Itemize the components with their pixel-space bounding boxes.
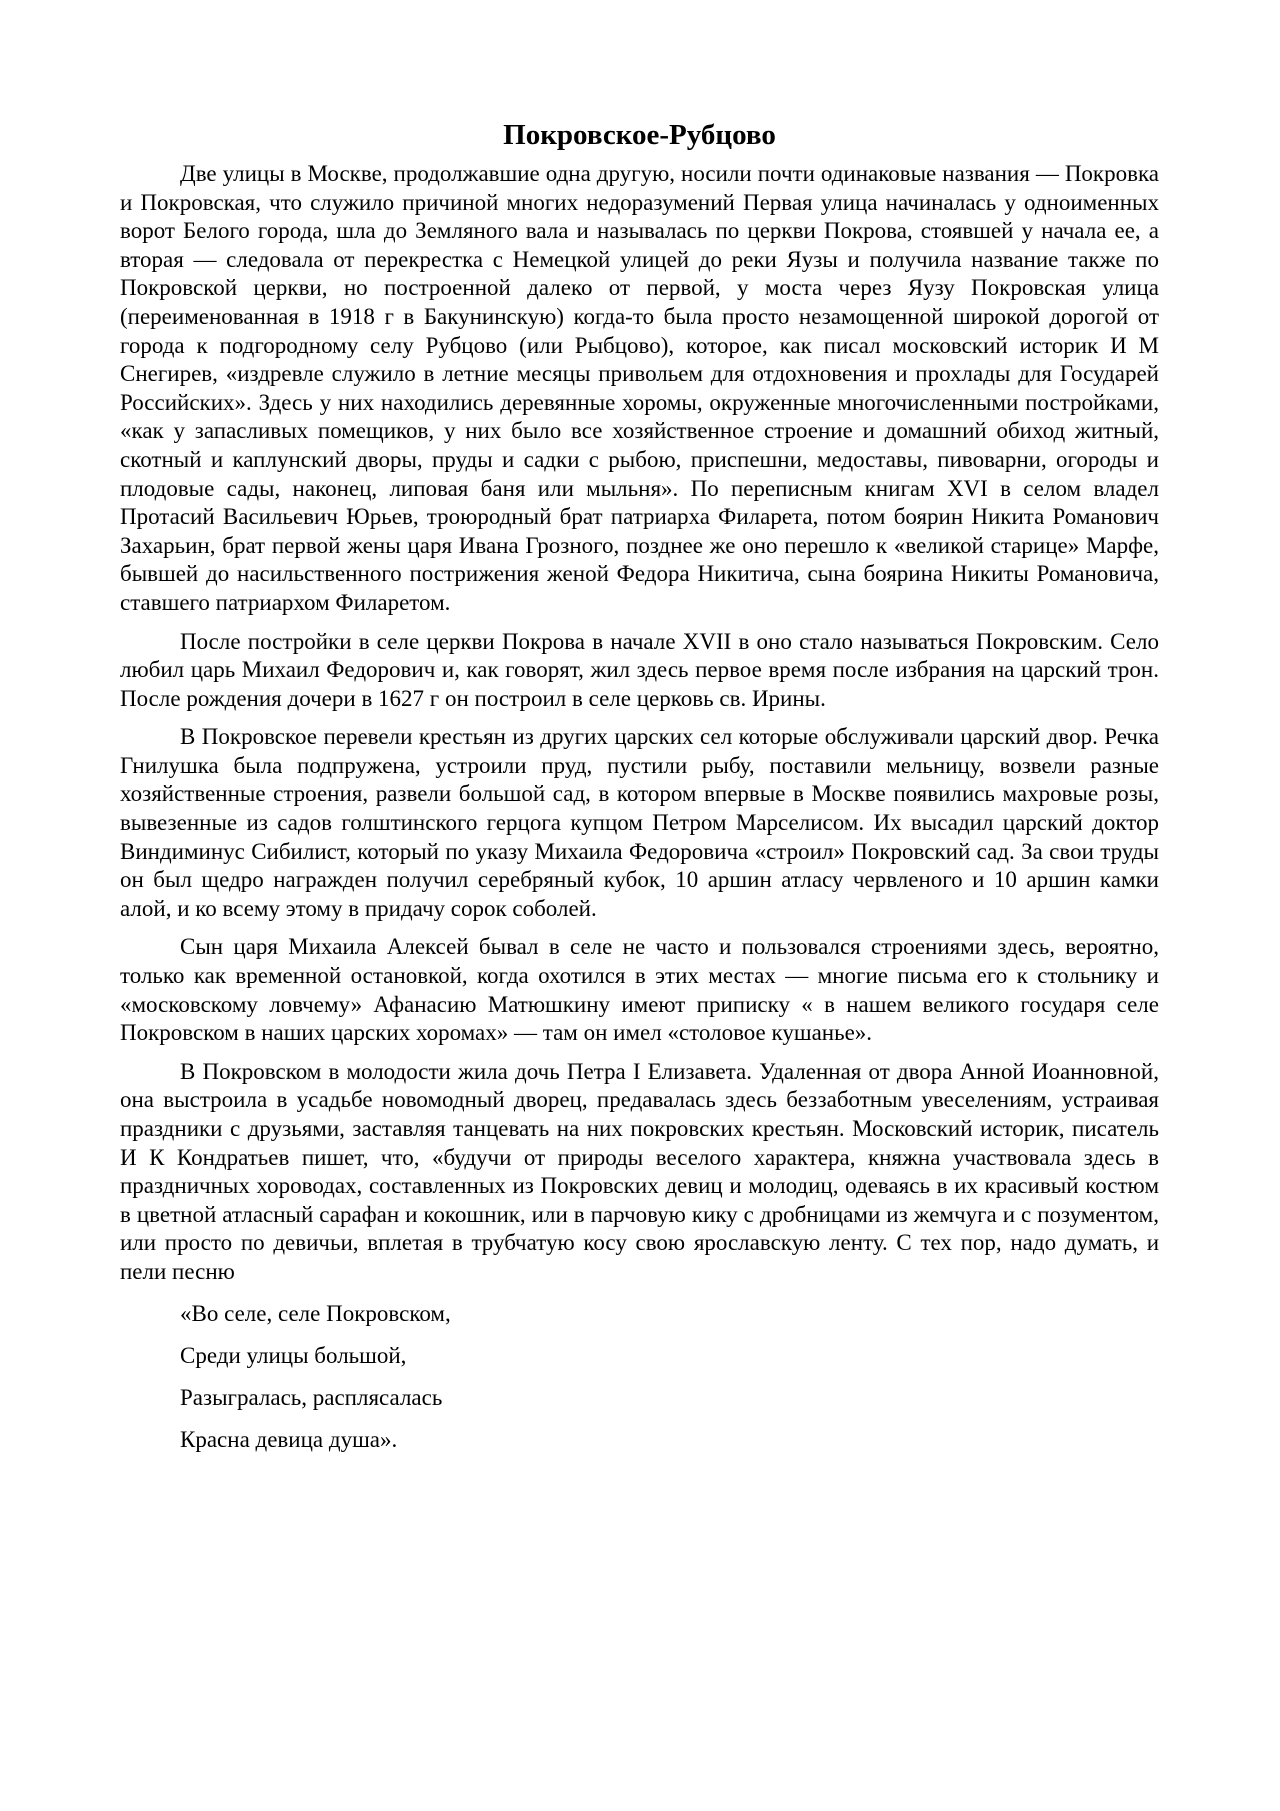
song-verse [120, 1299, 1159, 1455]
verse-line-2: Среди улицы большой, [180, 1342, 407, 1368]
verse-line-3: Разыгралась, расплясалась [180, 1384, 443, 1410]
document-content [120, 118, 1159, 1467]
paragraph-2: После постройки в селе церкви Покрова в начале XVII в оно стало называться Покровским. Село любил царь Михаил Федорович и, как говорят, жил здесь первое время после избрания на царский трон. После рождения дочери в 1627 г он построил в селе церковь св. Ирины. [120, 628, 1159, 711]
paragraph-5: В Покровском в молодости жила дочь Петра I Елизавета. Удаленная от двора Анной Иоанновной, она выстроила в усадьбе новомодный дворец, предавалась здесь беззаботным увеселениям, устраивая праздники с друзьями, заставляя танцевать на них покровских крестьян. Московский историк, писатель И К Кондратьев пишет, что, «будучи от природы веселого характера, княжна участвовала здесь в праздничных хороводах, составленных из Покровских девиц и молодиц, одеваясь в их красивый костюм в цветной атласный сарафан и кокошник, или в парчовую кику с дробницами из жемчуга и с позументом, или просто по девичьи, вплетая в трубчатую косу свою ярославскую ленту. С тех пор, надо думать, и пели песню [120, 1058, 1159, 1284]
paragraph-1: Две улицы в Москве, продолжавшие одна другую, носили почти одинаковые названия — Покровка и Покровская, что служило причиной многих недоразумений Первая улица начиналась у одноименных ворот Белого города, шла до Земляного вала и называлась по церкви Покрова, стоявшей у начала ее, а вторая — следовала от перекрестка с Немецкой улицей до реки Яузы и получила название также по Покровской церкви, но построенной далеко от первой, у моста через Яузу Покровская улица (переименованная в 1918 г в Бакунинскую) когда-то была просто незамощенной широкой дорогой от города к подгородному селу Рубцово (или Рыбцово), которое, как писал московский историк И М Снегирев, «издревле служило в летние месяцы привольем для отдохновения и прохлады для Государей Российских». Здесь у них находились деревянные хоромы, окруженные многочисленными постройками, «как у запасливых помещиков, у них было все хозяйственное строение и домашний обиход житный, скотный и каплунский дворы, пруды и садки с рыбою, приспешни, медоставы, пивоварни, огороды и плодовые сады, наконец, липовая баня или мыльня». По переписным книгам XVI в селом владел Протасий Васильевич Юрьев, троюродный брат патриарха Филарета, потом боярин Никита Романович Захарьин, брат первой жены царя Ивана Грозного, позднее же оно перешло к «великой старице» Марфе, бывшей до насильственного пострижения женой Федора Никитича, сына боярина Никиты Романовича, ставшего патриархом Филаретом. [120, 161, 1159, 615]
document-title: Покровское-Рубцово [503, 119, 776, 151]
paragraph-3: В Покровское перевели крестьян из других царских сел которые обслуживали царский двор. Речка Гнилушка была подпружена, устроили пруд, пустили рыбу, поставили мельницу, возвели разные хозяйственные строения, развели большой сад, в котором впервые в Москве появились махровые розы, вывезенные из садов голштинского герцога купцом Петром Марселисом. Их высадил царский доктор Виндиминус Сибилист, который по указу Михаила Федоровича «строил» Покровский сад. За свои труды он был щедро награжден получил серебряный кубок, 10 аршин атласу червленого и 10 аршин камки алой, и ко всему этому в придачу сорок соболей. [120, 724, 1159, 921]
verse-line-1: «Во селе, селе Покровском, [180, 1300, 451, 1326]
paragraph-4: Сын царя Михаила Алексей бывал в селе не часто и пользовался строениями здесь, вероятно, только как временной остановкой, когда охотился в этих местах — многие письма его к стольнику и «московскому ловчему» Афанасию Матюшкину имеют приписку « в нашем великого государя селе Покровском в наших царских хоромах» — там он имел «столовое кушанье». [120, 934, 1159, 1046]
verse-line-4: Красна девица душа». [180, 1426, 398, 1452]
